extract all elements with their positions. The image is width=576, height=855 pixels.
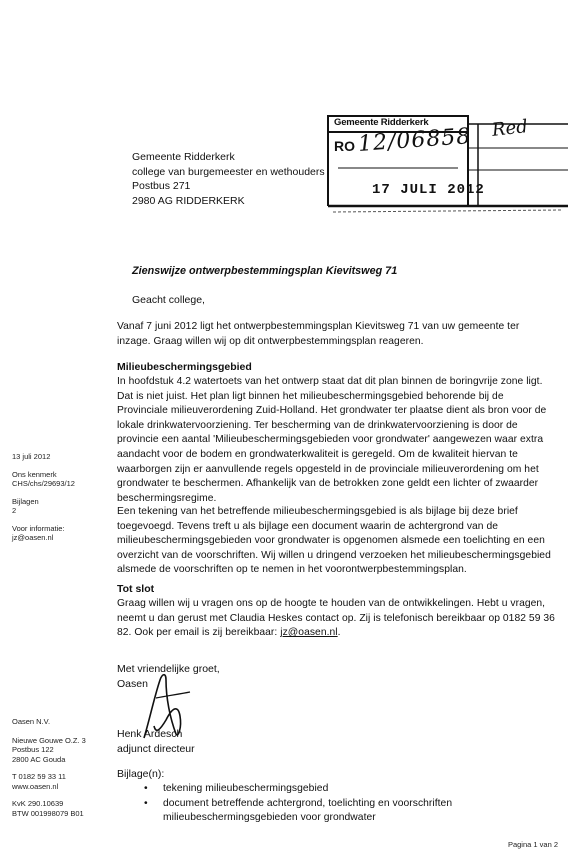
paragraph-line-last (117, 626, 555, 641)
attachments-heading: Bijlage(n): (117, 768, 165, 780)
sidebar-bijlagen-label: Bijlagen (12, 496, 39, 506)
sidebar-date: 13 juli 2012 (12, 452, 51, 461)
paragraph-line: Een tekening van het betreffende milieubeschermingsgebied is als bijlage bij deze brief (117, 506, 518, 517)
closing-greeting: Met vriendelijke groet, (117, 663, 220, 675)
stamp-number-handwritten: 12/06858 (357, 124, 473, 157)
salutation: Geacht college, (132, 294, 205, 306)
address-line-3: Postbus 271 (132, 180, 191, 192)
paragraph-line: Provinciale milieuverordening Zuid-Holland. Het grondwater ter plaatse dient als bron voor de (117, 405, 547, 417)
paragraph-line: milieubeschermingsgebieden voor grondwater is opgenomen alsmede een toelichting en een (117, 535, 545, 547)
paragraph-line: neemt u dan gerust met Claudia Heskes contact op. Zij is telefonisch bereikbaar op 0182 59 36 (117, 612, 555, 624)
company-street: Nieuwe Gouwe O.Z. 3 (12, 735, 86, 745)
contact-email-link[interactable]: jz@oasen.nl (280, 627, 338, 639)
paragraph-line: Dat is niet juist. Het plan ligt binnen het milieubeschermingsgebied behorende bij de (117, 390, 504, 402)
stamp-number-prefix: RO (334, 138, 355, 154)
paragraph-line: toegevoegd. Tevens treft u als bijlage een document waarin de achtergrond van de (117, 520, 499, 532)
sidebar-kenmerk-label: Ons kenmerk (12, 469, 57, 479)
company-phone: T 0182 59 33 11 (12, 772, 66, 781)
attachment-item-continuation: milieubeschermingsgebieden voor grondwater (163, 812, 376, 824)
address-line-4: 2980 AG RIDDERKERK (132, 194, 245, 207)
stamp-initials: Red (491, 116, 529, 141)
sidebar-info-label: Voor informatie: (12, 523, 65, 533)
stamp-date: 17 JULI 2012 (372, 182, 485, 198)
paragraph-line: beschermingsregime. (117, 492, 217, 504)
company-web: www.oasen.nl (12, 781, 59, 791)
section2-paragraph (117, 597, 555, 641)
sidebar-kenmerk-value: CHS/chs/29693/12 (12, 479, 75, 488)
last-line-prefix: 82. Ook per email is zij bereikbaar: (117, 627, 281, 639)
closing-org: Oasen (117, 677, 148, 690)
bullet-icon: • (144, 783, 148, 794)
paragraph-line: aandacht voor de bodem en grondwaterkwaliteit is geregeld. Om de kwaliteit hiervan te (117, 448, 518, 460)
signer-title: adjunct directeur (117, 742, 195, 755)
paragraph-line: grondwater te beschermen. Afhankelijk van de betrokken zone geldt een lichter of zwaarder (117, 478, 539, 490)
attachment-item: • tekening milieubeschermingsgebied (163, 782, 452, 797)
paragraph-line: alsmede de voorschriften op te nemen in het voorontwerpbestemmingsplan. (117, 564, 467, 576)
paragraph-line: Graag willen wij u vragen ons op de hoogte te houden van de ontwikkelingen. Hebt u vragen, (117, 598, 546, 609)
company-btw: BTW 001998079 B01 (12, 808, 84, 818)
section1-paragraph (117, 375, 546, 506)
intro-line: Vanaf 7 juni 2012 ligt het ontwerpbestemmingsplan Kievitsweg 71 van uw gemeente ter (117, 321, 520, 332)
attachment-item: • document betreffende achtergrond, toelichting en voorschriften (163, 797, 452, 812)
bullet-icon: • (144, 797, 148, 809)
company-postcode: 2800 AC Gouda (12, 754, 66, 764)
section-heading-milieu: Milieubeschermingsgebied (117, 361, 252, 373)
address-line-2: college van burgemeester en wethouders (132, 165, 325, 178)
paragraph-line: lokale drinkwatervoorziening. Ter bescherming van de drinkwatervoorziening is door de (117, 419, 518, 431)
signer (117, 727, 195, 756)
recipient-address (132, 150, 325, 208)
company-postbus: Postbus 122 (12, 745, 54, 754)
paragraph-line: waarborgen zijn er aanvullende regels opgesteld in de provinciale milieuverordening om het (117, 463, 539, 475)
sidebar-bijlagen-value: 2 (12, 506, 17, 515)
page-number: Pagina 1 van 2 (507, 840, 558, 849)
company-name: Oasen N.V. (12, 717, 51, 726)
intro-line: inzage. Graag willen wij op dit ontwerpbestemmingsplan reageren. (117, 335, 424, 347)
letter-subject: Zienswijze ontwerpbestemmingsplan Kievitsweg 71 (132, 265, 398, 277)
attachments-list (144, 782, 453, 826)
section-heading-tot-slot: Tot slot (117, 583, 155, 595)
paragraph-line: overzicht van de voorschriften. Wij willen u dringend verzoeken het milieubeschermingsgebied (117, 549, 551, 561)
stamp-header: Gemeente Ridderkerk (334, 117, 429, 128)
intro-paragraph (117, 320, 519, 349)
company-kvk: KvK 290.10639 (12, 799, 64, 808)
sidebar-meta (12, 452, 75, 543)
sidebar-company (12, 717, 86, 818)
signer-name: Henk Ardesch (117, 728, 183, 740)
last-line-suffix: . (337, 627, 341, 639)
section1-paragraph-2 (117, 505, 551, 578)
paragraph-line: In hoofdstuk 4.2 watertoets van het ontwerp staat dat dit plan binnen de boringvrije zone ligt. (117, 376, 543, 387)
sidebar-info-value: jz@oasen.nl (12, 533, 54, 542)
paragraph-line: provincie een aantal 'Milieubeschermingsgebieden voor grondwater' aangewezen waar extra (117, 434, 544, 446)
address-line-1: Gemeente Ridderkerk (132, 151, 235, 163)
received-stamp (318, 110, 576, 222)
